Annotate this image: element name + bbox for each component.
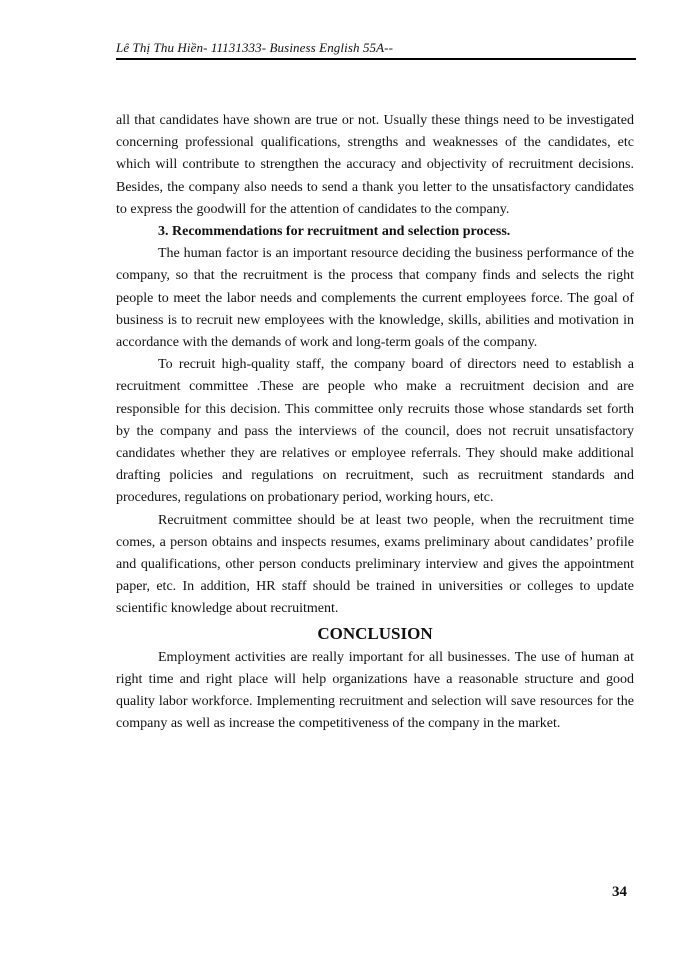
page-body xyxy=(116,110,634,735)
page-number: 34 xyxy=(612,884,627,900)
conclusion-heading: CONCLUSION xyxy=(317,623,433,643)
paragraph-human-factor: The human factor is an important resource deciding the business performance of the company, so that the recruitment is the process that company finds and selects the right people to meet the labor needs and complements the current employees force. The goal of business is to recruit new employees with the knowledge, skills, abilities and motivation in accordance with the demands of work and long-term goals of the company. xyxy=(116,246,634,351)
running-header: Lê Thị Thu Hiền- 11131333- Business English 55A-- xyxy=(116,40,394,55)
header-divider xyxy=(116,58,636,60)
paragraph-committee-members: Recruitment committee should be at least two people, when the recruitment time comes, a person obtains and inspects resumes, exams preliminary about candidates’ profile and qualifications, other person conducts preliminary interview and gives the appointment paper, etc. In addition, HR staff should be trained in universities or colleges to update scientific knowledge about recruitment. xyxy=(116,512,634,617)
paragraph-recruitment-committee: To recruit high-quality staff, the company board of directors need to establish a recruitment committee .These are people who make a recruitment decision and are responsible for this decision. This committee only recruits those whose standards set forth by the company and pass the interviews of the council, does not recruit unsatisfactory candidates whether they are relatives or employee referrals. They should make additional drafting policies and regulations on recruitment, such as recruitment standards and procedures, regulations on probationary period, working hours, etc. xyxy=(116,357,634,506)
section-heading: 3. Recommendations for recruitment and selection process. xyxy=(158,224,511,240)
intro-paragraph: all that candidates have shown are true or not. Usually these things need to be investigated concerning professional qualifications, strengths and weaknesses of the candidates, etc which will contribute to strengthen the accuracy and objectivity of recruitment decisions. Besides, the company also needs to send a thank you letter to the unsatisfactory candidates to express the goodwill for the attention of candidates to the company. xyxy=(116,113,634,217)
conclusion-paragraph: Employment activities are really important for all businesses. The use of human at right time and right place will help organizations have a reasonable structure and good quality labor workforce. Implementing recruitment and selection will save resources for the company as well as increase the competitiveness of the company in the market. xyxy=(116,649,634,732)
